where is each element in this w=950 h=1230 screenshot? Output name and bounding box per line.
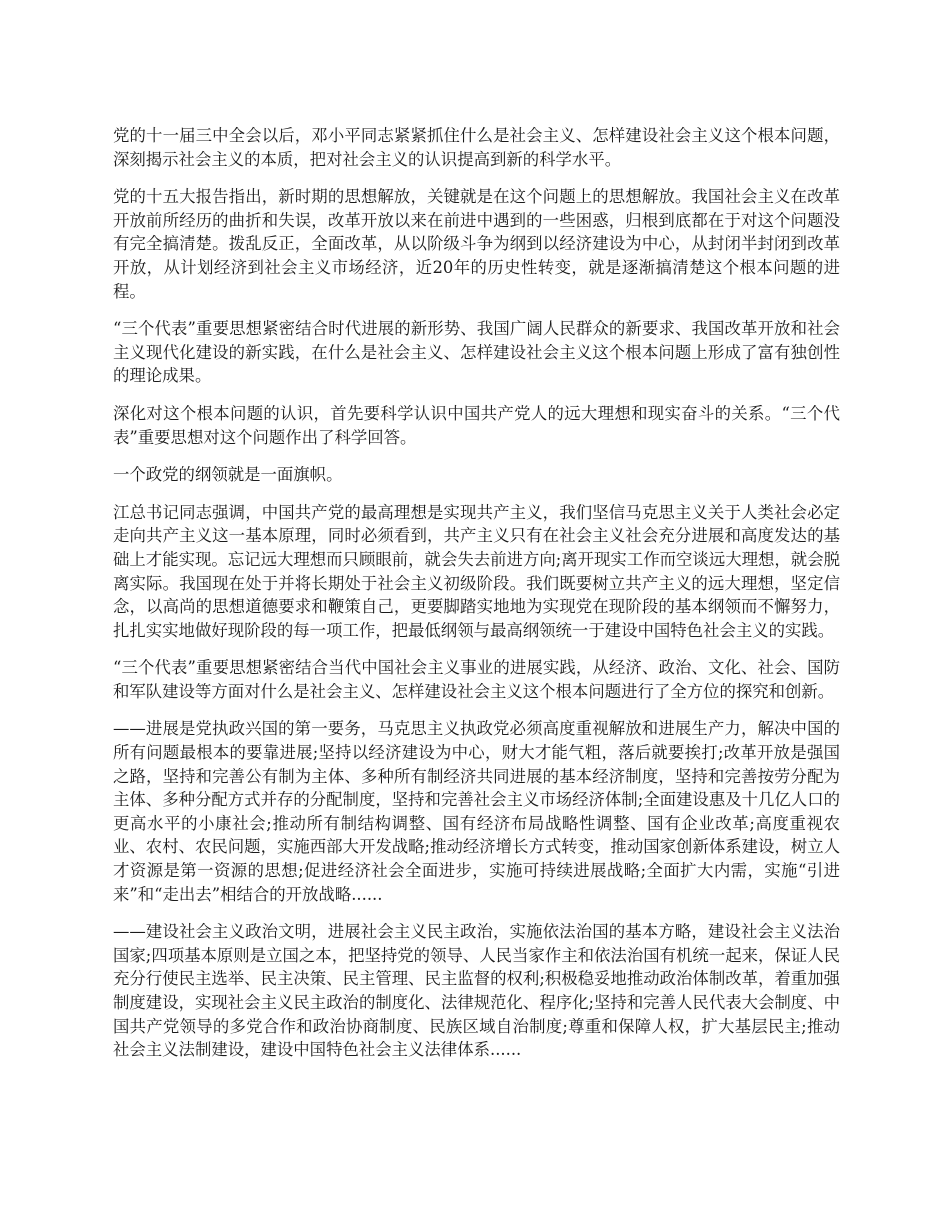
paragraph-6: 江总书记同志强调，中国共产党的最高理想是实现共产主义，我们坚信马克思主义关于人类社会必定走向共产主义这一基本原理，同时必须看到，共产主义只有在社会主义社会充分进展和高度发达的基础上才能实现。忘记远大理想而只顾眼前，就会失去前进方向;离开现实工作而空谈远大理想，就会脱离实际。我国现在处于并将长期处于社会主义初级阶段。我们既要树立共产主义的远大理想，坚定信念，以高尚的思想道德要求和鞭策自己，更要脚踏实地地为实现党在现阶段的基本纲领而不懈努力，扎扎实实地做好现阶段的每一项工作，把最低纲领与最高纲领统一于建设中国特色社会主义的实践。 [113, 502, 840, 640]
paragraph-2: 党的十五大报告指出，新时期的思想解放，关键就是在这个问题上的思想解放。我国社会主义在改革开放前所经历的曲折和失误，改革开放以来在前进中遇到的一些困惑，归根到底都在于对这个问题没有完全搞清楚。拨乱反正，全面改革，从以阶级斗争为纲到以经济建设为中心，从封闭半封闭到改革开放，从计划经济到社会主义市场经济，近20年的历史性转变，就是逐渐搞清楚这个根本问题的进程。 [113, 187, 840, 301]
paragraph-7: “三个代表”重要思想紧密结合当代中国社会主义事业的进展实践，从经济、政治、文化、社会、国防和军队建设等方面对什么是社会主义、怎样建设社会主义这个根本问题进行了全方位的探究和创新。 [113, 658, 840, 701]
paragraph-3: “三个代表”重要思想紧密结合时代进展的新形势、我国广阔人民群众的新要求、我国改革开放和社会主义现代化建设的新实践，在什么是社会主义、怎样建设社会主义这个根本问题上形成了富有独创性的理论成果。 [113, 319, 840, 386]
paragraph-9: ——建设社会主义政治文明，进展社会主义民主政治，实施依法治国的基本方略，建设社会主义法治国家;四项基本原则是立国之本，把坚持党的领导、人民当家作主和依法治国有机统一起来，保证人民充分行使民主选举、民主决策、民主管理、民主监督的权利;积极稳妥地推动政治体制改革，着重加强制度建设，实现社会主义民主政治的制度化、法律规范化、程序化;坚持和完善人民代表大会制度、中国共产党领导的多党合作和政治协商制度、民族区域自治制度;尊重和保障人权，扩大基层民主;推动社会主义法制建设，建设中国特色社会主义法律体系...... [113, 922, 840, 1060]
paragraph-5: 一个政党的纲领就是一面旗帜。 [113, 465, 343, 485]
paragraph-4: 深化对这个根本问题的认识，首先要科学认识中国共产党人的远大理想和现实奋斗的关系。“三个代表”重要思想对这个问题作出了科学回答。 [113, 403, 840, 447]
paragraph-1: 党的十一届三中全会以后，邓小平同志紧紧抓住什么是社会主义、怎样建设社会主义这个根本问题，深刻揭示社会主义的本质，把对社会主义的认识提高到新的科学水平。 [113, 126, 840, 169]
document-body [113, 124, 840, 1076]
paragraph-8: ——进展是党执政兴国的第一要务，马克思主义执政党必须高度重视解放和进展生产力，解决中国的所有问题最根本的要靠进展;坚持以经济建设为中心，财大才能气粗，落后就要挨打;改革开放是强国之路，坚持和完善公有制为主体、多种所有制经济共同进展的基本经济制度，坚持和完善按劳分配为主体、多种分配方式并存的分配制度，坚持和完善社会主义市场经济体制;全面建设惠及十几亿人口的更高水平的小康社会;推动所有制结构调整、国有经济布局战略性调整、国有企业改革;高度重视农业、农村、农民问题，实施西部大开发战略;推动经济增长方式转变，推动国家创新体系建设，树立人才资源是第一资源的思想;促进经济社会全面进步，实施可持续进展战略;全面扩大内需，实施“引进来”和“走出去”相结合的开放战略...... [113, 719, 840, 904]
